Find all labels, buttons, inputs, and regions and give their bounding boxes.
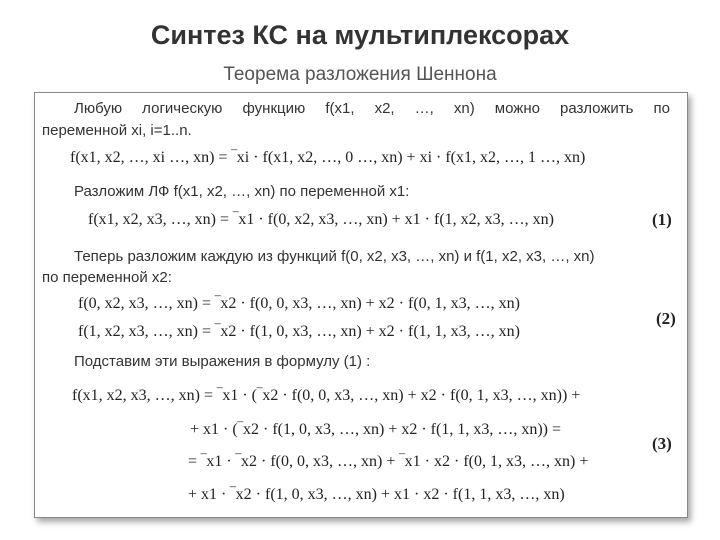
formula-1: f(x1, x2, x3, …, xn) = ‾x1 · f(0, x2, x3, …, xn) + x1 · f(1, x2, x3, …, xn) xyxy=(88,211,554,228)
intro-text-1: Любую логическую функцию f(x1, x2, …, xn) можно разложить по xyxy=(74,100,670,117)
step3-text: Подставим эти выражения в формулу (1) : xyxy=(74,353,371,370)
step1-text: Разложим ЛФ f(x1, x2, …, xn) по переменной x1: xyxy=(74,183,410,200)
intro-line-1 xyxy=(74,99,670,119)
formula-3b: + x1 · (‾x2 · f(1, 0, x3, …, xn) + x2 · f(1, 1, x3, …, xn)) = xyxy=(190,421,562,438)
formula-2b: f(1, x2, x3, …, xn) = ‾x2 · f(1, 0, x3, …, xn) + x2 · f(1, 1, x3, …, xn) xyxy=(78,323,520,340)
step2-line-1: Теперь разложим каждую из функций f(0, x2, x3, …, xn) и f(1, x2, x3, …, xn) xyxy=(74,248,595,265)
slide-title: Синтез КС на мультиплексорах xyxy=(150,20,570,50)
formula-2-label: (2) xyxy=(656,309,676,328)
formula-3d: + x1 · ‾x2 · f(1, 0, x3, …, xn) + x1 · x2 · f(1, 1, x3, …, xn) xyxy=(188,486,565,503)
formula-3-label: (3) xyxy=(652,434,672,453)
slide-subtitle: Теорема разложения Шеннона xyxy=(223,64,497,85)
formula-2a: f(0, x2, x3, …, xn) = ‾x2 · f(0, 0, x3, …, xn) + x2 · f(0, 1, x3, …, xn) xyxy=(78,295,520,312)
intro-line-2: переменной xi, i=1..n. xyxy=(42,122,192,139)
formula-1-label: (1) xyxy=(652,210,672,229)
step2-line-2: по переменной x2: xyxy=(42,269,172,286)
general-formula: f(x1, x2, …, xi …, xn) = ‾xi · f(x1, x2, …, 0 …, xn) + xi · f(x1, x2, …, 1 …, xn) xyxy=(70,149,586,166)
formula-3c: = ‾x1 · ‾x2 · f(0, 0, x3, …, xn) + ‾x1 · x2 · f(0, 1, x3, …, xn) + xyxy=(188,453,589,470)
formula-3a: f(x1, x2, x3, …, xn) = ‾x1 · (‾x2 · f(0, 0, x3, …, xn) + x2 · f(0, 1, x3, …, xn)) + xyxy=(72,387,581,404)
